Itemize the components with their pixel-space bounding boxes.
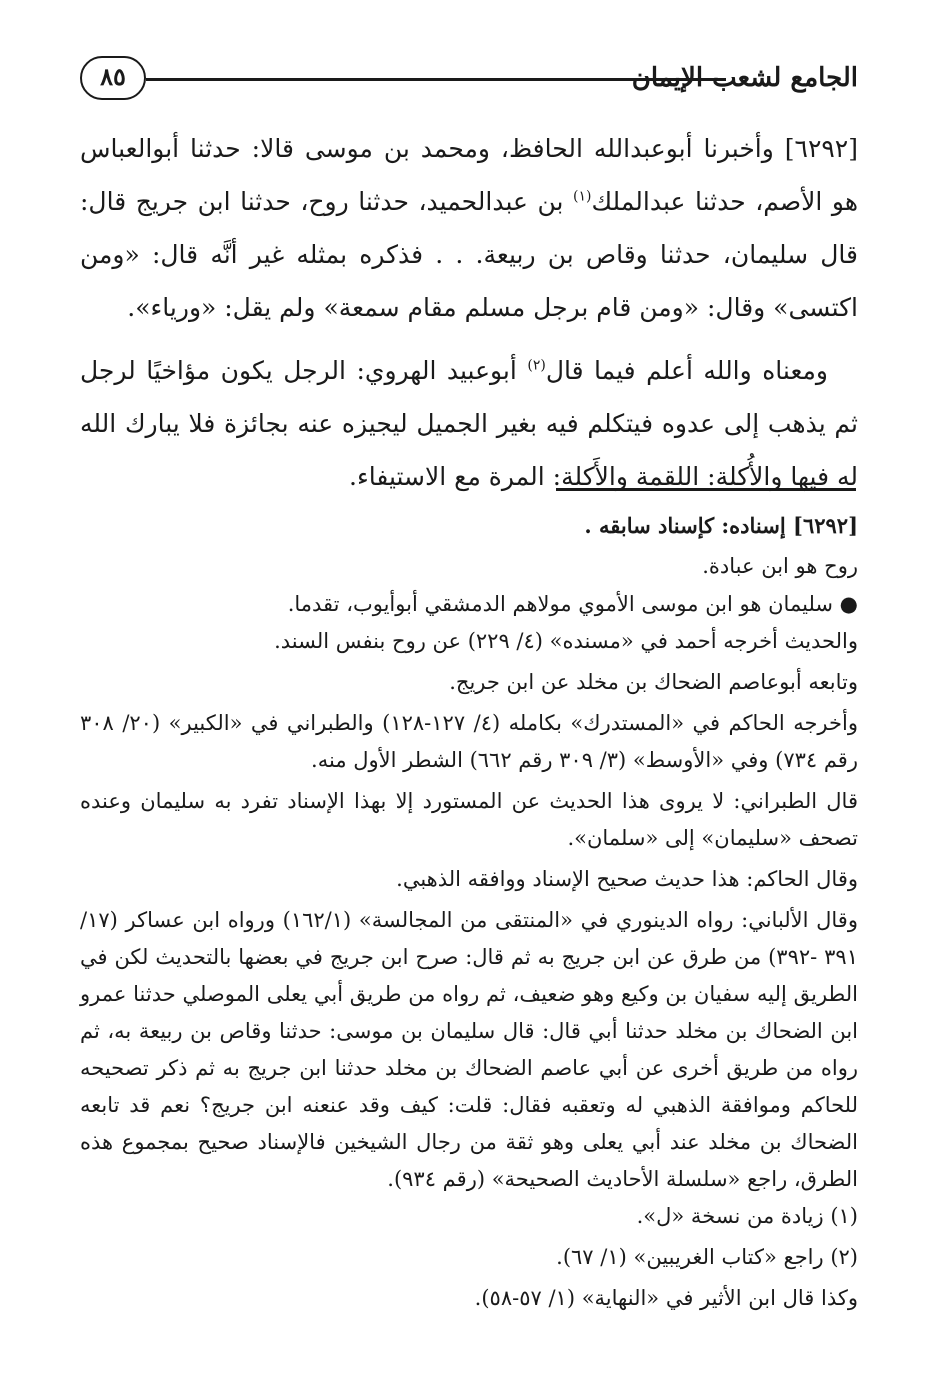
explanation-text-1: ومعناه والله أعلم فيما قال [545, 356, 828, 385]
page-number: ٨٥ [80, 56, 146, 100]
note-line: والحديث أخرجه أحمد في «مسنده» (٤/ ٢٢٩) عن روح بنفس السند. [274, 629, 858, 653]
footnote-ref-2[interactable]: (٢) [527, 357, 546, 374]
page-header [80, 50, 858, 108]
footnote-2-continued: وكذا قال ابن الأثير في «النهاية» (١/ ٥٧-٥٨). [474, 1286, 858, 1310]
notes-section [80, 507, 858, 1317]
running-title: الجامع لشعب الإيمان [631, 63, 858, 93]
hadith-text-2: بن عبدالحميد، حدثنا روح، حدثنا ابن جريج قال: قال سليمان، حدثنا وقاص بن ربيعة. . . فذكره بمثله غير أنَّه قال: «ومن اكتسى» وقال: «ومن قام برجل مسلم مقام سمعة» ولم يقل: «ورياء». [80, 187, 858, 322]
footnote-1: (١) زيادة من نسخة «ل». [636, 1204, 858, 1228]
paragraph-hadith [80, 122, 858, 334]
note-line: وتابعه أبوعاصم الضحاك بن مخلد عن ابن جريج. [449, 670, 858, 694]
note-line: وأخرجه الحاكم في «المستدرك» بكامله (٤/ ١٢٧-١٢٨) والطبراني في «الكبير» (٢٠/ ٣٠٨ رقم ٧٣٤) وفي «الأوسط» (٣/ ٣٠٩ رقم ٦٦٢) الشطر الأول منه. [80, 711, 858, 772]
hadith-text-1: [٦٢٩٢] وأخبرنا أبوعبدالله الحافظ، ومحمد بن موسى قالا: حدثنا أبوالعباس هو الأصم، حدثنا عبدالملك [80, 134, 859, 216]
note-line: روح هو ابن عبادة. [702, 554, 858, 578]
note-line: وقال الألباني: رواه الدينوري في «المنتقى من المجالسة» (١٦٢/١) ورواه ابن عساكر (١٧/ ٣٩١ -٣٩٢) من طرق عن ابن جريج به ثم قال: صرح ابن جريج في بعضها بالتحديث لكن في الطريق إليه سفيان بن وكيع وهو ضعيف، ثم رواه من طريق أبي يعلى الموصلي حدثنا عمرو ابن الضحاك بن مخلد حدثنا أبي قال: قال سليمان بن موسى: حدثنا وقاص بن ربيعة به، ثم رواه من طريق أخرى عن أبي عاصم الضحاك بن مخلد حدثنا ابن جريج به ثم ذكر تصحيحه للحاكم وموافقة الذهبي له وتعقبه فقال: قلت: كيف وقد عنعنه ابن جريج؟ نعم قد تابعه الضحاك بن مخلد عند أبي يعلى وهو ثقة من رجال الشيخين فالإسناد صحيح بمجموع هذه الطرق، راجع «سلسلة الأحاديث الصحيحة» (رقم ٩٣٤). [80, 908, 858, 1191]
note-text: سليمان هو ابن موسى الأموي مولاهم الدمشقي أبوأيوب، تقدما. [287, 592, 840, 616]
note-heading: [٦٢٩٢] إسناده: كإسناد سابقه . [584, 513, 858, 538]
note-line [80, 585, 858, 623]
explanation-text-2: أبوعبيد الهروي: الرجل يكون مؤاخيًا لرجل ثم يذهب إلى عدوه فيتكلم فيه بغير الجميل ليجيزه عنه بجائزة فلا يبارك الله له فيها والأُكلة: اللقمة والأَكلة: المرة مع الاستيفاء. [80, 356, 858, 491]
note-line: قال الطبراني: لا يروى هذا الحديث عن المستورد إلا بهذا الإسناد تفرد به سليمان وعنده تصحف «سليمان» إلى «سلمان». [80, 789, 858, 850]
footnote-2: (٢) راجع «كتاب الغريبين» (١/ ٦٧). [556, 1245, 858, 1269]
paragraph-explanation [80, 344, 858, 503]
footnote-separator [556, 488, 856, 491]
note-line: وقال الحاكم: هذا حديث صحيح الإسناد ووافقه الذهبي. [396, 867, 858, 891]
main-text [80, 122, 858, 503]
footnote-ref-1[interactable]: (١) [573, 188, 592, 205]
bullet-icon: ● [839, 591, 858, 616]
